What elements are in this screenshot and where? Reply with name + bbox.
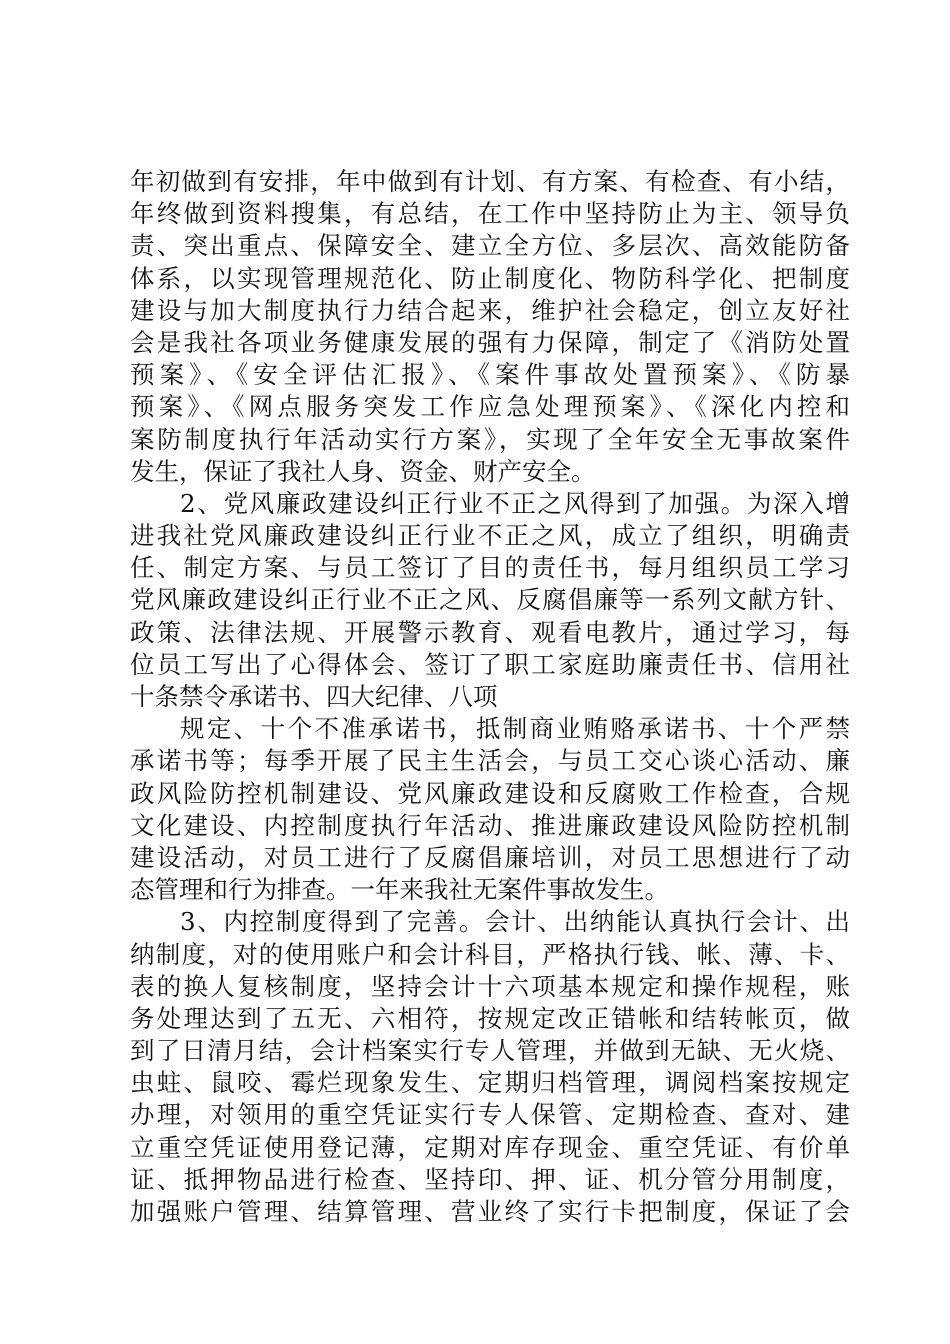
text-line: 务处理达到了五无、六相符，按规定改正错帐和结转帐页，做: [130, 1003, 850, 1033]
text-line: 建设活动，对员工进行了反腐倡廉培训，对员工思想进行了动: [130, 842, 850, 872]
paragraph-heading-line: 3、内控制度得到了完善。会计、出纳能认真执行会计、出: [180, 907, 850, 937]
text-line: 案防制度执行年活动实行方案》，实现了全年安全无事故案件: [130, 424, 850, 454]
text-line: 表的换人复核制度，坚持会计十六项基本规定和操作规程，账: [130, 971, 850, 1001]
text-line: 预案》、《网点服务突发工作应急处理预案》、《深化内控和: [130, 392, 850, 422]
text-line: 体系，以实现管理规范化、防止制度化、物防科学化、把制度: [130, 263, 850, 293]
text-line: 建设与加大制度执行力结合起来，维护社会稳定，创立友好社: [130, 295, 850, 325]
text-line: 位员工写出了心得体会、签订了职工家庭助廉责任书、信用社: [130, 649, 850, 679]
text-line: 政风险防控机制建设、党风廉政建设和反腐败工作检查，合规: [130, 778, 850, 808]
text-line: 规定、十个不准承诺书，抵制商业贿赂承诺书、十个严禁: [180, 714, 850, 744]
text-line: 纳制度，对的使用账户和会计科目，严格执行钱、帐、薄、卡、: [130, 939, 850, 969]
text-line: 文化建设、内控制度执行年活动、推进廉政建设风险防控机制: [130, 810, 850, 840]
text-line: 会是我社各项业务健康发展的强有力保障，制定了《消防处置: [130, 327, 850, 357]
text-line: 证、抵押物品进行检查、坚持印、押、证、机分管分用制度，: [130, 1164, 850, 1194]
text-line: 年终做到资料搜集，有总结，在工作中坚持防止为主、领导负: [130, 199, 850, 229]
text-line: 到了日清月结，会计档案实行专人管理，并做到无缺、无火烧、: [130, 1036, 850, 1066]
text-line: 虫蛀、鼠咬、霉烂现象发生、定期归档管理，调阅档案按规定: [130, 1068, 850, 1098]
text-line: 发生，保证了我社人身、资金、财产安全。: [130, 456, 596, 486]
text-line: 立重空凭证使用登记薄，定期对库存现金、重空凭证、有价单: [130, 1132, 850, 1162]
text-line: 加强账户管理、结算管理、营业终了实行卡把制度，保证了会: [130, 1197, 850, 1226]
text-line: 进我社党风廉政建设纠正行业不正之风，成立了组织，明确责: [130, 521, 850, 551]
text-line: 政策、法律法规、开展警示教育、观看电教片，通过学习，每: [130, 617, 850, 647]
text-line: 任、制定方案、与员工签订了目的责任书，每月组织员工学习: [130, 553, 850, 583]
text-line: 责、突出重点、保障安全、建立全方位、多层次、高效能防备: [130, 231, 850, 261]
text-line: 态管理和行为排查。一年来我社无案件事故发生。: [130, 875, 669, 905]
text-line: 承诺书等；每季开展了民主生活会，与员工交心谈心活动、廉: [130, 746, 850, 776]
text-line: 办理，对领用的重空凭证实行专人保管、定期检查、查对、建: [130, 1100, 850, 1130]
paragraph-heading-line: 2、党风廉政建设纠正行业不正之风得到了加强。为深入增: [180, 488, 850, 518]
text-line: 十条禁令承诺书、四大纪律、八项: [130, 682, 498, 711]
text-line: 预案》、《安全评估汇报》、《案件事故处置预案》、《防暴: [130, 360, 850, 390]
document-body: [130, 166, 850, 1228]
text-line: 党风廉政建设纠正行业不正之风、反腐倡廉等一系列文献方针、: [130, 585, 850, 615]
text-line: 年初做到有安排，年中做到有计划、有方案、有检查、有小结，: [130, 167, 850, 196]
